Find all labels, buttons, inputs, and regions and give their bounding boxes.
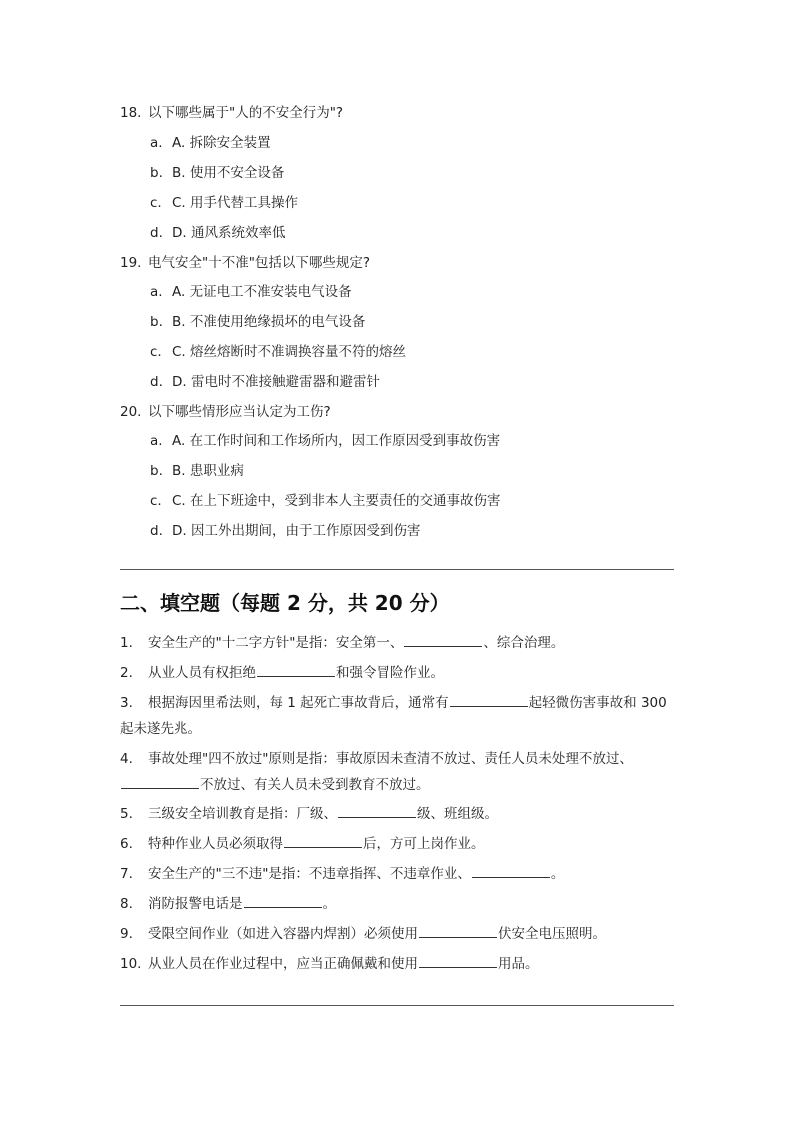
- option-text: C. 用手代替工具操作: [172, 195, 299, 211]
- question-19: [120, 251, 370, 271]
- item-number: 2.: [120, 665, 133, 681]
- item-text-before: 三级安全培训教育是指：厂级、: [148, 806, 337, 822]
- option-19d[interactable]: [150, 370, 380, 390]
- item-text-after: 后，方可上岗作业。: [363, 836, 485, 852]
- option-text: D. 因工外出期间，由于工作原因受到伤害: [172, 523, 421, 539]
- item-text-after: 。: [322, 896, 336, 912]
- answer-blank[interactable]: [472, 863, 550, 878]
- option-20d[interactable]: [150, 519, 420, 539]
- option-text: B. 患职业病: [172, 463, 244, 479]
- item-number: 4.: [120, 751, 133, 767]
- item-number: 9.: [120, 926, 133, 942]
- option-letter: c.: [150, 195, 162, 211]
- fill-item-3: [120, 690, 680, 742]
- fill-item-7: [120, 861, 680, 887]
- item-text-after: 级、班组级。: [417, 806, 498, 822]
- option-letter: d.: [150, 225, 163, 241]
- item-text-before: 受限空间作业（如进入容器内焊割）必须使用: [148, 926, 418, 942]
- question-text: 以下哪些情形应当认定为工伤?: [148, 404, 331, 420]
- option-18d[interactable]: [150, 221, 285, 241]
- question-18: [120, 101, 343, 121]
- option-text: D. 雷电时不准接触避雷器和避雷针: [172, 374, 380, 390]
- question-text: 以下哪些属于"人的不安全行为"?: [148, 105, 344, 121]
- item-text-after: 用品。: [498, 956, 539, 972]
- item-text-before: 事故处理"四不放过"原则是指：事故原因未查清不放过、责任人员未处理不放过、: [148, 751, 633, 767]
- item-text-after: 不放过、有关人员未受到教育不放过。: [200, 777, 430, 793]
- fill-item-8: [120, 891, 680, 917]
- section-divider-top: [120, 569, 674, 570]
- item-text-after: 。: [550, 866, 565, 882]
- option-letter: b.: [150, 165, 163, 181]
- item-number: 5.: [120, 806, 133, 822]
- option-20c[interactable]: [150, 489, 501, 509]
- item-text-before: 从业人员在作业过程中，应当正确佩戴和使用: [148, 956, 418, 972]
- option-text: A. 拆除安全装置: [172, 135, 271, 151]
- option-letter: d.: [150, 523, 163, 539]
- option-letter: b.: [150, 314, 163, 330]
- answer-blank[interactable]: [338, 803, 416, 818]
- answer-blank[interactable]: [450, 692, 528, 707]
- fill-item-6: [120, 831, 680, 857]
- option-text: B. 使用不安全设备: [172, 165, 285, 181]
- item-text-before: 特种作业人员必须取得: [148, 836, 283, 852]
- option-letter: a.: [150, 135, 163, 151]
- item-text-before: 消防报警电话是: [148, 896, 243, 912]
- section-divider-bottom: [120, 1005, 674, 1006]
- option-letter: a.: [150, 433, 163, 449]
- answer-blank[interactable]: [257, 662, 335, 677]
- option-text: C. 在上下班途中，受到非本人主要责任的交通事故伤害: [172, 493, 501, 509]
- fill-item-4: [120, 746, 680, 798]
- option-18b[interactable]: [150, 161, 284, 181]
- answer-blank[interactable]: [121, 774, 199, 789]
- item-number: 8.: [120, 896, 133, 912]
- item-text-before: 从业人员有权拒绝: [148, 665, 256, 681]
- item-text-after: 、综合治理。: [483, 635, 565, 651]
- option-18c[interactable]: [150, 191, 298, 211]
- fill-item-1: [120, 630, 680, 656]
- item-text-after: 和强令冒险作业。: [336, 665, 444, 681]
- option-letter: c.: [150, 344, 162, 360]
- option-text: D. 通风系统效率低: [172, 225, 286, 241]
- answer-blank[interactable]: [284, 833, 362, 848]
- section-title: 二、填空题（每题 2 分，共 20 分）: [120, 591, 450, 615]
- question-number: 18.: [120, 105, 142, 121]
- fill-item-10: [120, 951, 680, 977]
- option-letter: a.: [150, 284, 163, 300]
- item-text-before: 安全生产的"十二字方针"是指：安全第一、: [148, 635, 404, 651]
- option-19c[interactable]: [150, 340, 406, 360]
- item-text-after: 起轻微伤害事故和 300 起未遂先兆。: [120, 695, 667, 737]
- answer-blank[interactable]: [419, 923, 497, 938]
- item-number: 7.: [120, 866, 133, 882]
- question-text: 电气安全"十不准"包括以下哪些规定?: [148, 255, 371, 271]
- fill-item-5: [120, 801, 680, 827]
- item-number: 10.: [120, 956, 142, 972]
- option-letter: d.: [150, 374, 163, 390]
- item-number: 1.: [120, 635, 133, 651]
- item-number: 3.: [120, 695, 133, 711]
- option-text: A. 无证电工不准安装电气设备: [172, 284, 352, 300]
- fill-item-9: [120, 921, 680, 947]
- item-text-before: 安全生产的"三不违"是指：不违章指挥、不违章作业、: [148, 866, 471, 882]
- answer-blank[interactable]: [419, 953, 497, 968]
- answer-blank[interactable]: [244, 893, 322, 908]
- option-text: A. 在工作时间和工作场所内，因工作原因受到事故伤害: [172, 433, 501, 449]
- item-text-before: 根据海因里希法则，每 1 起死亡事故背后，通常有: [148, 695, 449, 711]
- option-20a[interactable]: [150, 429, 500, 449]
- item-text-after: 伏安全电压照明。: [498, 926, 606, 942]
- fill-item-2: [120, 660, 680, 686]
- item-number: 6.: [120, 836, 133, 852]
- option-19a[interactable]: [150, 280, 352, 300]
- option-20b[interactable]: [150, 459, 244, 479]
- answer-blank[interactable]: [404, 632, 482, 647]
- option-19b[interactable]: [150, 310, 365, 330]
- option-letter: c.: [150, 493, 162, 509]
- question-number: 19.: [120, 255, 142, 271]
- option-text: C. 熔丝熔断时不准调换容量不符的熔丝: [172, 344, 407, 360]
- option-letter: b.: [150, 463, 163, 479]
- option-18a[interactable]: [150, 131, 271, 151]
- option-text: B. 不准使用绝缘损坏的电气设备: [172, 314, 366, 330]
- question-20: [120, 400, 331, 420]
- question-number: 20.: [120, 404, 142, 420]
